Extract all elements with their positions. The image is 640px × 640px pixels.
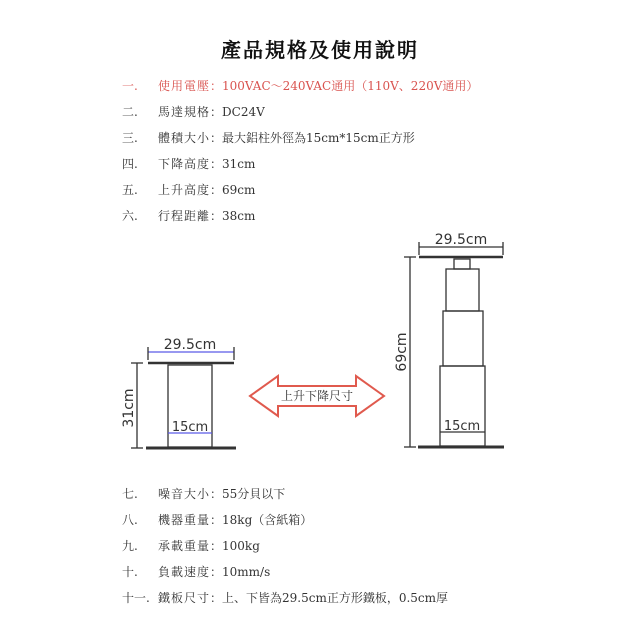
right-top-connector [454,259,470,269]
spec-value: 69cm [222,183,256,197]
spec-value: 最大鋁柱外徑為15cm*15cm正方形 [222,131,415,145]
raised-column-drawing [404,242,504,447]
spec-number: 三. [122,131,138,145]
spec-plate-size: 十一. 鐵板尺寸：上、下皆為29.5cm正方形鐵板，0.5cm厚 [122,588,448,608]
spec-size: 三. 體積大小：最大鋁柱外徑為15cm*15cm正方形 [122,128,415,148]
left-column-width-label: 15cm [171,420,209,435]
spec-label: 上升高度 [158,183,211,197]
spec-number: 七. [122,487,138,501]
arrow-label: 上升下降尺寸 [280,389,354,403]
spec-number: 十一. [122,591,150,605]
left-plate-width-label: 29.5cm [163,337,217,353]
spec-label: 行程距離 [158,209,211,223]
right-plate-width-label: 29.5cm [434,232,488,248]
spec-label: 體積大小 [158,131,211,145]
spec-value: 上、下皆為29.5cm正方形鐵板，0.5cm厚 [222,591,449,605]
spec-value: DC24V [222,105,265,119]
spec-value: 100kg [222,539,260,553]
spec-number: 九. [122,539,138,553]
spec-value: 10mm/s [222,565,271,579]
spec-number: 一. [122,79,138,93]
page-title: 產品規格及使用說明 [221,38,419,62]
spec-number: 四. [122,157,138,171]
right-stage-3 [440,366,485,446]
right-stage-2 [443,311,483,366]
left-height-label: 31cm [121,388,137,428]
spec-value: 100VAC～240VAC通用（110V、220V通用） [222,79,479,93]
spec-number: 二. [122,105,138,119]
spec-noise: 七. 噪音大小：55分貝以下 [122,484,285,504]
spec-value: 55分貝以下 [222,487,286,501]
spec-label: 使用電壓 [158,79,211,93]
spec-lowered-height: 四. 下降高度：31cm [122,154,255,174]
spec-machine-weight: 八. 機器重量：18kg（含紙箱） [122,510,312,530]
spec-label: 承載重量 [158,539,211,553]
spec-voltage: 一. 使用電壓：100VAC～240VAC通用（110V、220V通用） [122,76,478,96]
spec-value: 31cm [222,157,256,171]
right-height-label: 69cm [394,332,410,372]
spec-label: 鐵板尺寸 [158,591,211,605]
spec-label: 負載速度 [158,565,211,579]
spec-load-capacity: 九. 承載重量：100kg [122,536,260,556]
spec-label: 馬達規格 [158,105,211,119]
right-stage-1 [446,269,479,311]
spec-label: 噪音大小 [158,487,211,501]
spec-value: 38cm [222,209,256,223]
spec-number: 十. [122,565,138,579]
spec-number: 八. [122,513,138,527]
lift-column-diagram [0,220,640,480]
spec-label: 機器重量 [158,513,211,527]
spec-label: 下降高度 [158,157,211,171]
spec-value: 18kg（含紙箱） [222,513,313,527]
spec-stroke: 六. 行程距離：38cm [122,206,255,226]
spec-number: 五. [122,183,138,197]
spec-number: 六. [122,209,138,223]
spec-speed: 十. 負載速度：10mm/s [122,562,270,582]
spec-raised-height: 五. 上升高度：69cm [122,180,255,200]
spec-motor: 二. 馬達規格：DC24V [122,102,265,122]
right-column-width-label: 15cm [443,419,481,434]
